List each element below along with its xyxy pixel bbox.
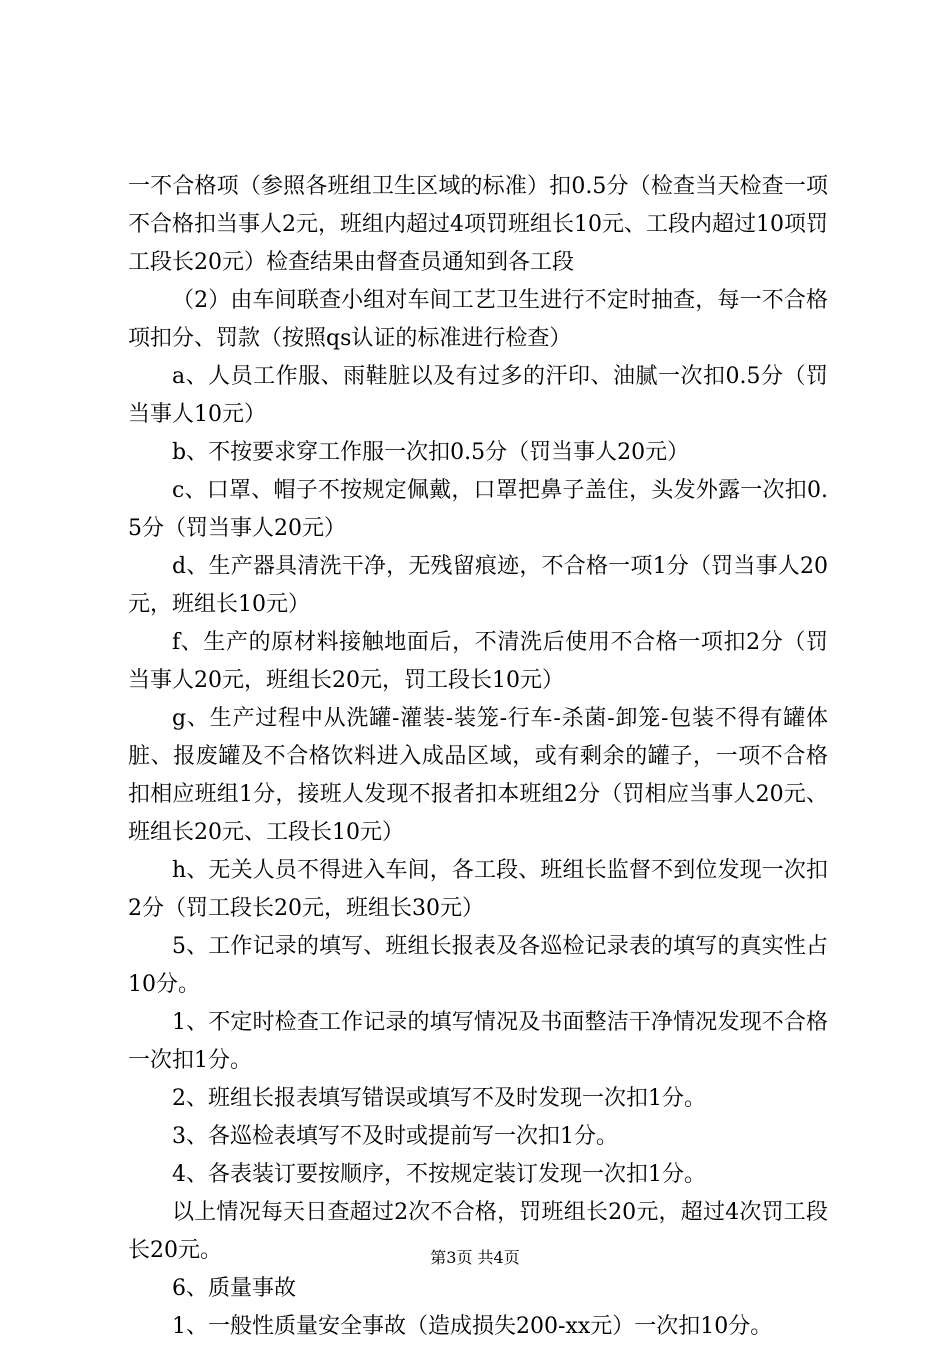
- body-paragraph: a、人员工作服、雨鞋脏以及有过多的汗印、油腻一次扣0.5分（罚当事人10元）: [128, 364, 828, 427]
- document-body: [128, 168, 828, 1346]
- body-paragraph: d、生产器具清洗干净，无残留痕迹，不合格一项1分（罚当事人20元，班组长10元）: [128, 554, 828, 617]
- body-paragraph: 1、不定时检查工作记录的填写情况及书面整洁干净情况发现不合格一次扣1分。: [128, 1010, 828, 1073]
- body-paragraph: （2）由车间联查小组对车间工艺卫生进行不定时抽查，每一不合格项扣分、罚款（按照qs认证的标准进行检查）: [128, 288, 828, 351]
- body-paragraph: h、无关人员不得进入车间，各工段、班组长监督不到位发现一次扣2分（罚工段长20元，班组长30元）: [128, 858, 828, 921]
- body-paragraph: 4、各表装订要按顺序，不按规定装订发现一次扣1分。: [172, 1162, 706, 1187]
- body-paragraph: 一不合格项（参照各班组卫生区域的标准）扣0.5分（检查当天检查一项不合格扣当事人2元，班组内超过4项罚班组长10元、工段内超过10项罚工段长20元）检查结果由督查员通知到各工段: [128, 174, 828, 275]
- body-paragraph: 3、各巡检表填写不及时或提前写一次扣1分。: [172, 1124, 618, 1149]
- body-paragraph: 6、质量事故: [172, 1276, 296, 1301]
- body-paragraph: g、生产过程中从洗罐-灌装-装笼-行车-杀菌-卸笼-包装不得有罐体脏、报废罐及不合格饮料进入成品区域，或有剩余的罐子，一项不合格扣相应班组1分，接班人发现不报者扣本班组2分（罚相应当事人20元、班组长20元、工段长10元）: [128, 706, 828, 845]
- body-paragraph: f、生产的原材料接触地面后，不清洗后使用不合格一项扣2分（罚当事人20元，班组长20元，罚工段长10元）: [128, 630, 828, 693]
- body-paragraph: c、口罩、帽子不按规定佩戴，口罩把鼻子盖住，头发外露一次扣0.5分（罚当事人20元）: [128, 478, 828, 541]
- body-paragraph: 以上情况每天日查超过2次不合格，罚班组长20元，超过4次罚工段长20元。: [128, 1200, 828, 1263]
- body-paragraph: 1、一般性质量安全事故（造成损失200-xx元）一次扣10分。: [172, 1314, 773, 1339]
- body-paragraph: b、不按要求穿工作服一次扣0.5分（罚当事人20元）: [172, 440, 690, 465]
- body-paragraph: 2、班组长报表填写错误或填写不及时发现一次扣1分。: [172, 1086, 706, 1111]
- body-paragraph: 5、工作记录的填写、班组长报表及各巡检记录表的填写的真实性占10分。: [128, 934, 828, 997]
- page-footer: 第3页 共4页: [430, 1248, 520, 1267]
